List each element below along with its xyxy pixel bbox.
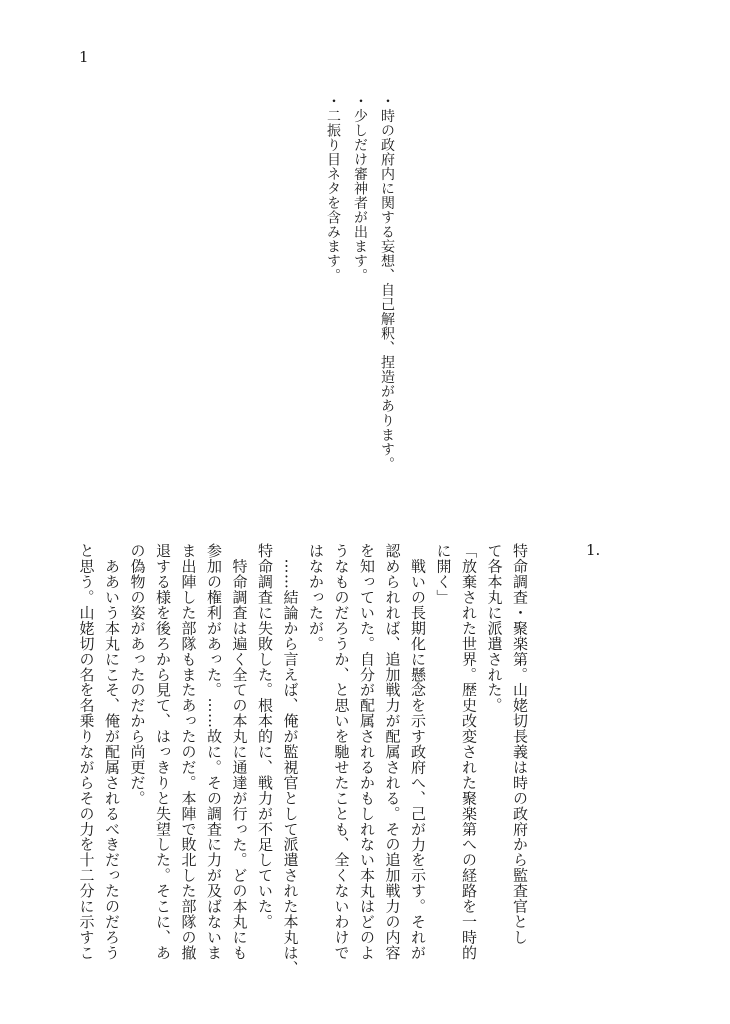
body-line: 戦いの長期化に懸念を示す政府へ、己が力を示す。それが — [409, 543, 427, 961]
warning-note: ・時の政府内に関する妄想、自己解釈、捏造があります。 — [379, 94, 395, 471]
warning-note: ・二振り目ネタを含みます。 — [325, 94, 341, 283]
body-line: ……結論から言えば、俺が監視官として派遣された本丸は、 — [281, 543, 300, 976]
body-line: 特命調査に失敗した。根本的に、戦力が不足していた。 — [256, 543, 274, 930]
body-line: を知っていた。自分が配属されるかもしれない本丸はどのよ — [358, 543, 376, 961]
content-warnings — [319, 94, 400, 484]
body-line: に開く」 — [434, 543, 453, 605]
body-line: 退する様を後ろから見て、はっきりと失望した。そこに、あ — [154, 543, 172, 961]
body-line: と思う。山姥切の名を名乗りながらその力を十二分に示すこ — [77, 543, 96, 961]
body-line: 特命調査は遍く全ての本丸に通達が行った。どの本丸にも — [230, 543, 249, 961]
body-line: 認められれば、追加戦力が配属される。その追加戦力の内容 — [383, 543, 402, 961]
body-line: 参加の権利があった。……故に。その調査に力が及ばないま — [205, 543, 223, 961]
body-line: て各本丸に派遣された。 — [485, 543, 504, 713]
page-number: 1 — [79, 48, 89, 66]
body-line: はなかったが。 — [307, 543, 325, 652]
body-line: ま出陣した部隊もまたあったのだ。本陣で敗北した部隊の撤 — [179, 543, 198, 961]
body-line: の偽物の姿があったのだから尚更だ。 — [128, 543, 147, 806]
warning-note: ・少しだけ審神者が出ます。 — [352, 94, 368, 283]
body-line: うなものだろうか、と思いを馳せたことも、全くないわけで — [332, 543, 351, 961]
body-line: 「放棄された世界。歴史改変された聚楽第への経路を一時的 — [460, 543, 478, 961]
chapter-heading: 1. — [586, 541, 601, 559]
chapter-body — [77, 543, 532, 976]
body-line: ああいう本丸にこそ、俺が配属されるべきだったのだろう — [103, 543, 121, 961]
body-line: 特命調査・聚楽第。山姥切長義は時の政府から監査官とし — [511, 543, 529, 945]
